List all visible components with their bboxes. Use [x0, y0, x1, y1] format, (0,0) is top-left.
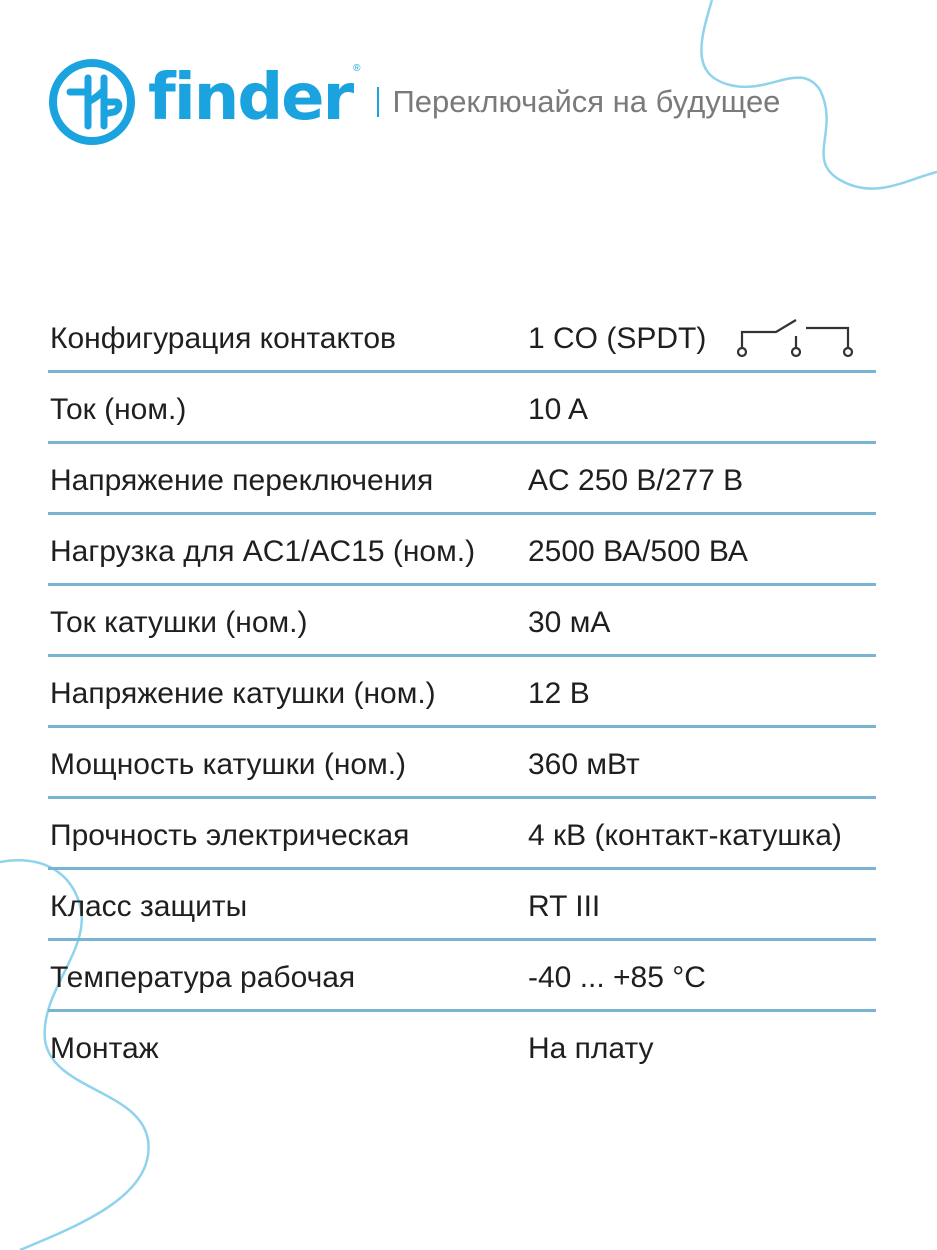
spec-value: 1 CO (SPDT): [528, 322, 707, 355]
brand-slogan: Переключайся на будущее: [392, 84, 781, 119]
spec-label: Конфигурация контактов: [50, 322, 396, 355]
finder-logo-icon: [48, 58, 136, 146]
spec-row-coil-current: [48, 586, 876, 657]
spec-row-mounting: [48, 1012, 876, 1083]
spec-label: Ток (ном.): [50, 393, 187, 426]
spec-value: RT III: [528, 890, 601, 923]
spec-value: 12 В: [528, 677, 590, 710]
spec-row-contacts: [48, 302, 876, 373]
spec-row-current: [48, 373, 876, 444]
spec-value: -40 ... +85 °С: [528, 961, 706, 994]
spec-row-coil-power: [48, 728, 876, 799]
spec-row-load: [48, 515, 876, 586]
spec-row-switching-voltage: [48, 444, 876, 515]
brand-wordmark: finder: [148, 61, 353, 135]
spec-label: Ток катушки (ном.): [50, 606, 308, 639]
brand-header: [48, 60, 780, 144]
spec-row-temperature: [48, 941, 876, 1012]
spec-label: Температура рабочая: [50, 961, 356, 994]
spec-row-dielectric-strength: [48, 799, 876, 870]
spec-row-coil-voltage: [48, 657, 876, 728]
header-separator: [377, 87, 379, 117]
spec-value: 2500 ВА/500 ВА: [528, 535, 748, 568]
spec-label: Нагрузка для AC1/AC15 (ном.): [50, 535, 476, 568]
spdt-contact-icon: [734, 318, 854, 360]
spec-value: 30 мА: [528, 606, 611, 639]
spec-label: Класс защиты: [50, 890, 248, 923]
spec-value: 360 мВт: [528, 748, 640, 781]
registered-mark: ®: [353, 62, 361, 74]
spec-label: Напряжение переключения: [50, 464, 434, 497]
spec-label: Мощность катушки (ном.): [50, 748, 407, 781]
spec-value: На плату: [528, 1032, 654, 1065]
spec-row-protection-class: [48, 870, 876, 941]
spec-label: Монтаж: [50, 1032, 159, 1065]
spec-label: Напряжение катушки (ном.): [50, 677, 436, 710]
spec-value: 10 A: [528, 393, 589, 426]
spec-value: 4 кВ (контакт-катушка): [528, 819, 842, 852]
spec-value: AC 250 В/277 В: [528, 464, 744, 497]
specs-table: [48, 302, 876, 1083]
spec-label: Прочность электрическая: [50, 819, 410, 852]
